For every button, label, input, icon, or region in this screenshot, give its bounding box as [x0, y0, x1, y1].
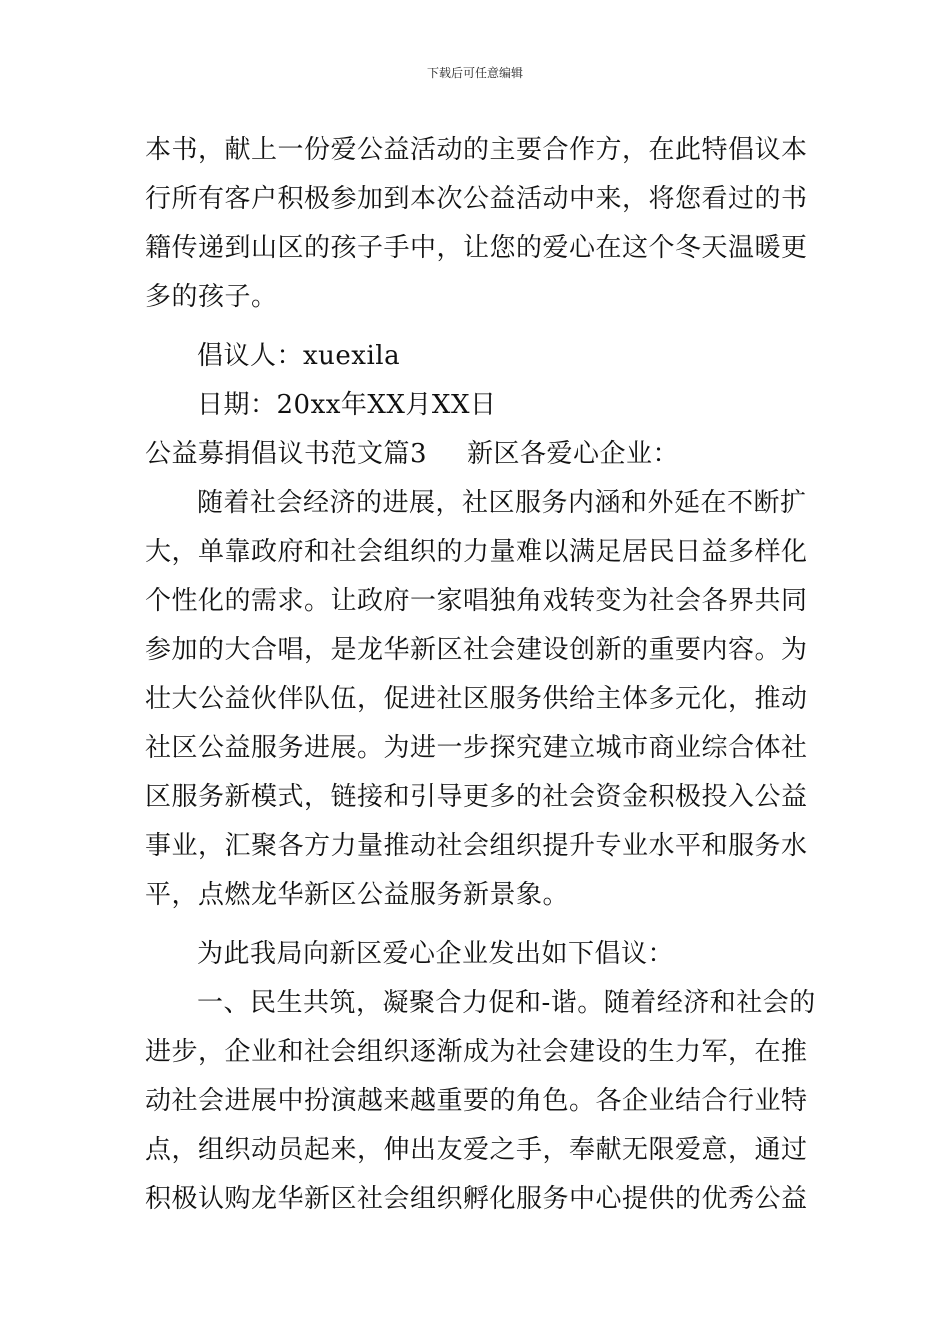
proposer-line: 倡议人：xuexila	[197, 341, 401, 371]
paragraph-3: 为此我局向新区爱心企业发出如下倡议：	[197, 939, 675, 969]
text-line: 多的孩子。	[145, 282, 278, 312]
text-line: 点，组织动员起来，伸出友爱之手，奉献无限爱意，通过	[145, 1135, 808, 1165]
text-line: 籍传递到山区的孩子手中，让您的爱心在这个冬天温暖更	[145, 233, 808, 263]
text-line: 进步，企业和社会组织逐渐成为社会建设的生力军，在推	[145, 1037, 808, 1067]
text-line: 社区公益服务进展。为进一步探究建立城市商业综合体社	[145, 733, 808, 763]
text-line: 大，单靠政府和社会组织的力量难以满足居民日益多样化	[145, 537, 808, 567]
paragraph-2	[145, 479, 825, 920]
text-line: 动社会进展中扮演越来越重要的角色。各企业结合行业特	[145, 1086, 808, 1116]
text-line: 事业，汇聚各方力量推动社会组织提升专业水平和服务水	[145, 831, 808, 861]
date-line: 日期：20xx年XX月XX日	[197, 390, 497, 420]
document-body	[145, 126, 825, 1224]
text-line: 区服务新模式，链接和引导更多的社会资金积极投入公益	[145, 782, 808, 812]
text-line: 平，点燃龙华新区公益服务新景象。	[145, 880, 570, 910]
text-line: 积极认购龙华新区社会组织孵化服务中心提供的优秀公益	[145, 1184, 808, 1214]
text-line: 壮大公益伙伴队伍，促进社区服务供给主体多元化，推动	[145, 684, 808, 714]
text-line: 一、民生共筑，凝聚合力促和-谐。随着经济和社会的	[197, 988, 816, 1018]
page-header: 下载后可任意编辑	[426, 66, 523, 80]
text-line: 参加的大合唱，是龙华新区社会建设创新的重要内容。为	[145, 635, 808, 665]
text-line: 本书，献上一份爱公益活动的主要合作方，在此特倡议本	[145, 135, 808, 165]
text-line: 行所有客户积极参加到本次公益活动中来，将您看过的书	[145, 184, 808, 214]
paragraph-4	[145, 979, 825, 1224]
text-line: 随着社会经济的进展，社区服务内涵和外延在不断扩	[197, 488, 807, 518]
text-line: 个性化的需求。让政府一家唱独角戏转变为社会各界共同	[145, 586, 808, 616]
salutation: 新区各爱心企业：	[467, 439, 680, 469]
paragraph-1	[145, 126, 825, 322]
section-title: 公益募捐倡议书范文篇3	[145, 439, 428, 469]
section-heading	[145, 430, 825, 479]
